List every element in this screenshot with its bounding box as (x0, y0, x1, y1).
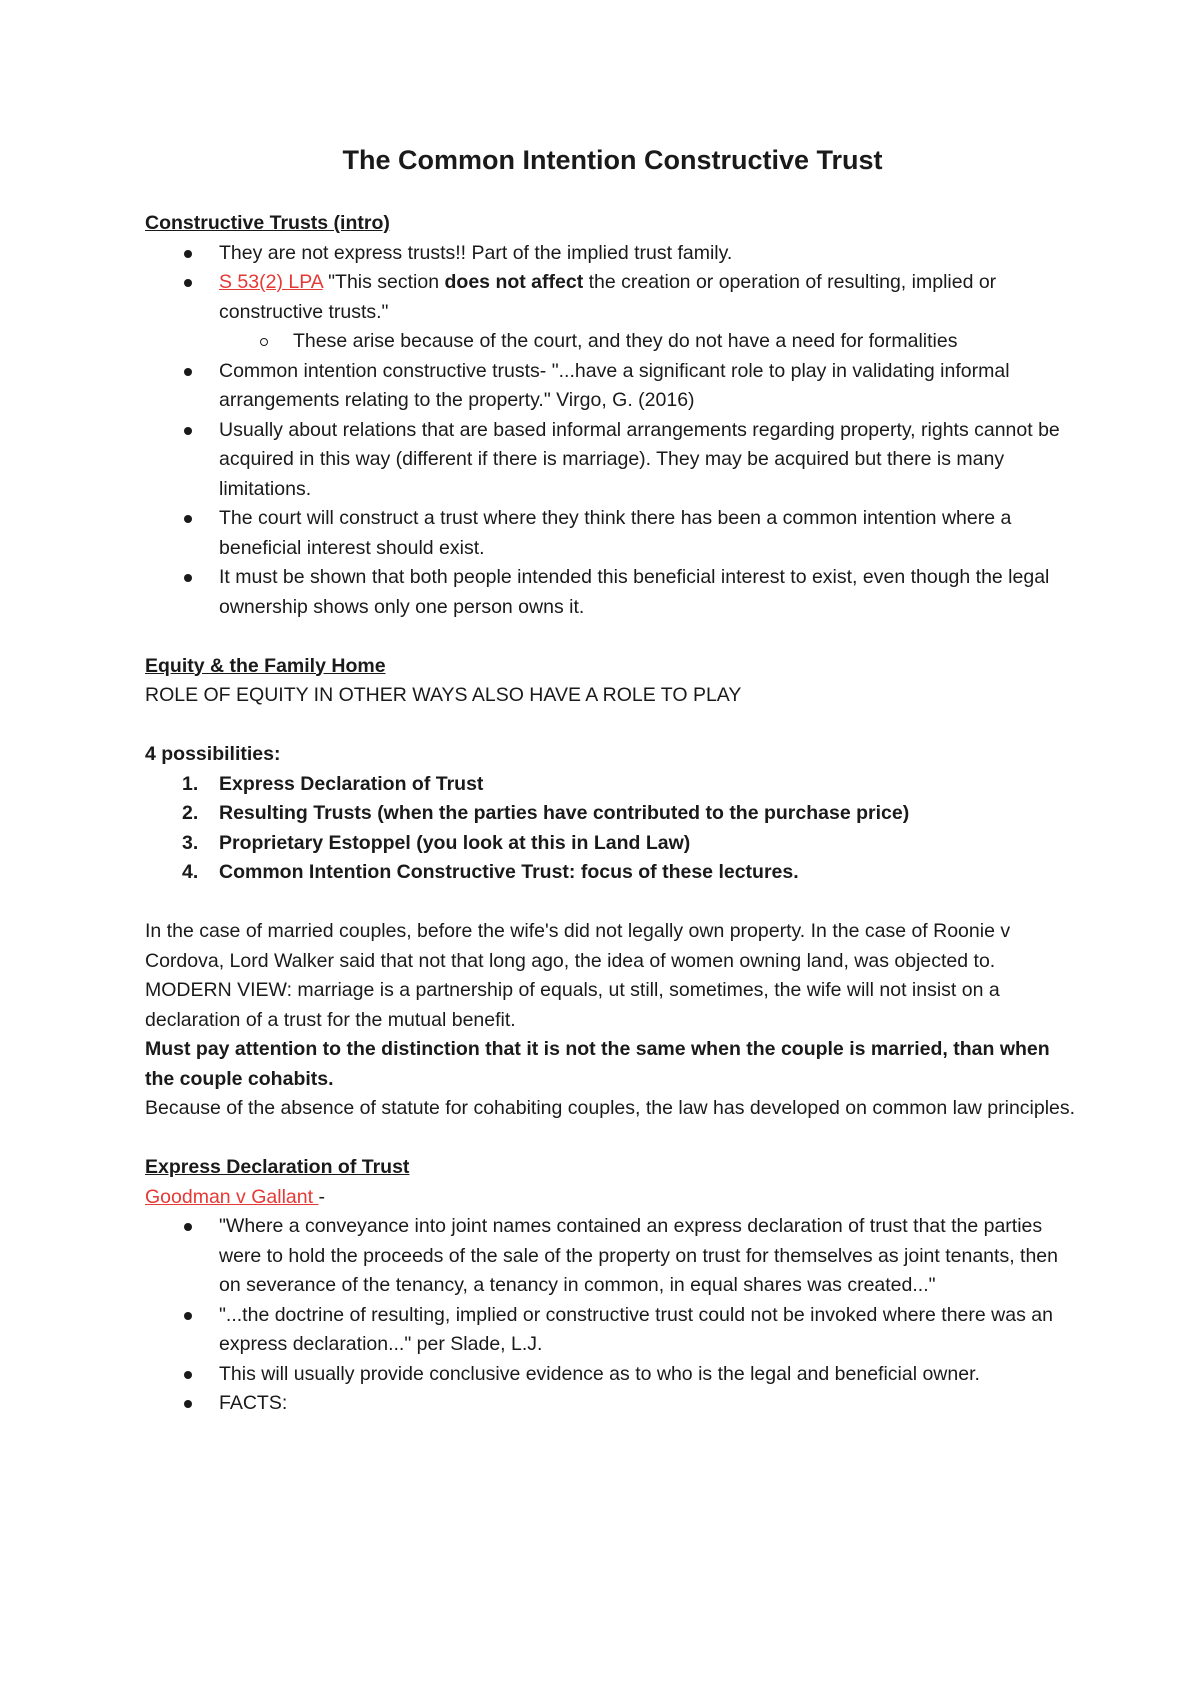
role-of-equity-line: ROLE OF EQUITY IN OTHER WAYS ALSO HAVE A ROLE TO PLAY (145, 684, 742, 706)
statute-link[interactable]: S 53(2) LPA (219, 271, 323, 293)
list-item: 4. Common Intention Constructive Trust: focus of these lectures. (182, 861, 799, 883)
sub-list-item: These arise because of the court, and they do not have a need for formalities (293, 327, 1080, 357)
list-item: 2. Resulting Trusts (when the parties have contributed to the purchase price) (182, 802, 910, 824)
paragraph-married-couples: In the case of married couples, before the wife's did not legally own property. In the case of Roonie v Cordova, Lord Walker said that not that long ago, the idea of women owning land, was objected to. (145, 920, 1011, 972)
list-item: Usually about relations that are based informal arrangements regarding property, rights cannot be acquired in this way (different if there is marriage). They may be acquired but there is many limitations. (219, 416, 1080, 505)
case-line: Goodman v Gallant - (145, 1185, 325, 1208)
section-heading-equity-family-home: Equity & the Family Home (145, 654, 386, 677)
section-heading-express-declaration: Express Declaration of Trust (145, 1156, 410, 1178)
bullet-list-express (145, 1212, 1080, 1419)
paragraph-distinction: Must pay attention to the distinction that it is not the same when the couple is married, than when the couple cohabits. (145, 1038, 1050, 1090)
case-link[interactable]: Goodman v Gallant (145, 1185, 319, 1208)
list-item: 3. Proprietary Estoppel (you look at this in Land Law) (182, 831, 691, 854)
list-item: They are not express trusts!! Part of the implied trust family. (219, 239, 1080, 269)
list-item: The court will construct a trust where they think there has been a common intention where a beneficial interest should exist. (219, 504, 1080, 563)
list-item: It must be shown that both people intended this beneficial interest to exist, even though the legal ownership shows only one person owns it. (219, 563, 1080, 622)
paragraph-modern-view: MODERN VIEW: marriage is a partnership of equals, ut still, sometimes, the wife will not insist on a declaration of a trust for the mutual benefit. (145, 979, 1000, 1031)
list-item: 1. Express Declaration of Trust (182, 772, 484, 795)
possibilities-label: 4 possibilities: (145, 743, 281, 765)
sub-bullet-list (219, 327, 1080, 357)
paragraph-cohabiting: Because of the absence of statute for cohabiting couples, the law has developed on common law principles. (145, 1097, 1076, 1119)
list-item: "...the doctrine of resulting, implied or constructive trust could not be invoked where there was an express declaration..." per Slade, L.J. (219, 1301, 1080, 1360)
list-item: "Where a conveyance into joint names contained an express declaration of trust that the parties were to hold the proceeds of the sale of the property on trust for themselves as joint tenants, then on severance of the tenancy, a tenancy in common, in equal shares was created..." (219, 1212, 1080, 1301)
list-item: FACTS: (219, 1389, 1080, 1419)
bullet-list-intro (145, 239, 1080, 623)
numbered-list-possibilities (145, 770, 1080, 888)
list-item: Common intention constructive trusts- "...have a significant role to play in validating informal arrangements relating to the property." Virgo, G. (2016) (219, 357, 1080, 416)
list-item: This will usually provide conclusive evidence as to who is the legal and beneficial owner. (219, 1360, 1080, 1390)
section-heading-constructive-trusts: Constructive Trusts (intro) (145, 212, 390, 234)
list-item: S 53(2) LPA "This section does not affect the creation or operation of resulting, implied or constructive trusts." These arise because of the court, and they do not have a need for formalities (219, 268, 1080, 357)
page-title: The Common Intention Constructive Trust (342, 145, 883, 175)
